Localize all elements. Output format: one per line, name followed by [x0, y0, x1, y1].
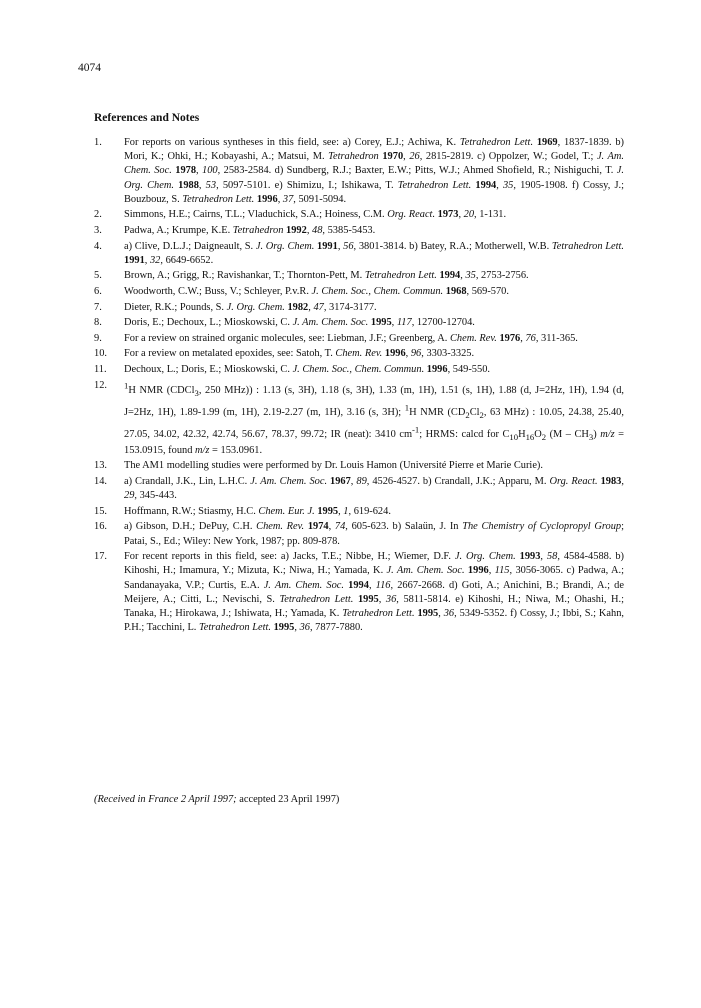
reference-item: [94, 208, 624, 222]
reference-text: For reports on various syntheses in this field, see: a) Corey, E.J.; Achiwa, K. Tetrahedron Lett. 1969, 1837-1839. b) Mori, K.; Ohki, H.; Kobayashi, A.; Matsui, M. Tetrahedron 1970, 26, 2815-2819. c) Oppolzer, W.; Godel, T.; J. Am. Chem. Soc. 1978, 100, 2583-2584. d) Sundberg, R.J.; Baxter, E.W.; Pitts, W.J.; Ahmed Shofield, R.; Nishiguchi, T. J. Org. Chem. 1988, 53, 5097-5101. e) Shimizu, I.; Ishikawa, T. Tetrahedron Lett. 1994, 35, 1905-1908. f) Cossy, J.; Bouzbouz, S. Tetrahedron Lett. 1996, 37, 5091-5094.: [124, 137, 624, 205]
reference-number: 12.: [94, 379, 107, 391]
reference-text: Brown, A.; Grigg, R.; Ravishankar, T.; Thornton-Pett, M. Tetrahedron Lett. 1994, 35, 2753-2756.: [124, 270, 529, 282]
reference-number: 1.: [94, 137, 102, 148]
reference-text: a) Crandall, J.K., Lin, L.H.C. J. Am. Chem. Soc. 1967, 89, 4526-4527. b) Crandall, J.K.; Apparu, M. Org. React. 1983, 29, 345-443.: [124, 475, 624, 502]
reference-number: 8.: [94, 317, 102, 329]
reference-text: For a review on metalated epoxides, see: Satoh, T. Chem. Rev. 1996, 96, 3303-3325.: [124, 348, 475, 360]
received-date: (Received in France 2 April 1997;: [94, 794, 237, 805]
reference-text: a) Gibson, D.H.; DePuy, C.H. Chem. Rev. 1974, 74, 605-623. b) Salaün, J. In The Chemistry of Cyclopropyl Group; Patai, S., Ed.; Wiley: New York, 1987; pp. 809-878.: [124, 521, 625, 547]
reference-number: 3.: [94, 225, 102, 236]
reference-item: [94, 363, 624, 377]
reference-number: 13.: [94, 460, 107, 472]
reference-item: [94, 240, 624, 268]
reference-number: 16.: [94, 521, 107, 533]
reference-item: [94, 285, 624, 299]
reference-text: For recent reports in this field, see: a) Jacks, T.E.; Nibbe, H.; Wiemer, D.F. J. Org. Chem. 1993, 58, 4584-4588. b) Kihoshi, H.; Imamura, Y.; Mizuta, K.; Niwa, H.; Yamada, K. J. Am. Chem. Soc. 1996, 115, 3056-3065. c) Padwa, A.; Sandanayaka, V.P.; Curtis, E.A. J. Am. Chem. Soc. 1994, 116, 2667-2668. d) Goti, A.; Anichini, B.; Brandi, A.; de Meijere, A.; Citti, L.; Nevischi, S. Tetrahedron Lett. 1995, 36, 5811-5814. e) Kihoshi, H.; Niwa, M.; Ohashi, H.; Tanaka, H.; Hirokawa, J.; Ishiwata, H.; Yamada, K. Tetrahedron Lett. 1995, 36, 5349-5352. f) Cossy, J.; Ibbi, S.; Kahn, P.H.; Tacchini, L. Tetrahedron Lett. 1995, 36, 7877-7880.: [124, 551, 624, 634]
reference-item: [94, 136, 624, 207]
reference-number: 17.: [94, 551, 107, 563]
reference-number: 5.: [94, 270, 102, 282]
section-heading: References and Notes: [94, 112, 200, 124]
page-number: 4074: [78, 62, 101, 74]
reference-text: $^1$H NMR (CDCl$_3$, 250 MHz)) : 1.13 (s, 3H), 1.18 (s, 3H), 1.33 (m, 1H), 1.51 (s, 1H), 1.88 (d, J=2Hz, 1H), 1.94 (d, J=2Hz, 1H), 1.89-1.99 (m, 1H), 2.19-2.27 (m, 1H), 3.16 (s, 3H); $^1$H NMR ($CD_2Cl_2$, 63 MHz) : 10.05, 24.38, 25.40, 27.05, 34.02, 42.32, 42.74, 56.67, 78.37, 99.72; IR (neat): 3410 $cm^{-1}$; HRMS: calcd for $C_{10}H_{16}O_2$ $(M - CH_3)$ m/z = 153.0915, found m/z = 153.0961.: [124, 380, 624, 456]
reference-text: Dechoux, L.; Doris, E.; Mioskowski, C. J. Chem. Soc., Chem. Commun. 1996, 549-550.: [124, 363, 490, 375]
reference-text: Doris, E.; Dechoux, L.; Mioskowski, C. J. Am. Chem. Soc. 1995, 117, 12700-12704.: [124, 317, 475, 329]
reference-number: 10.: [94, 348, 107, 360]
reference-number: 7.: [94, 301, 102, 313]
reference-text: Woodworth, C.W.; Buss, V.; Schleyer, P.v.R. J. Chem. Soc., Chem. Commun. 1968, 569-570.: [124, 285, 509, 297]
reference-item: [94, 475, 624, 503]
reference-number: 4.: [94, 240, 102, 252]
reference-number: 9.: [94, 332, 102, 344]
reference-number: 2.: [94, 209, 102, 221]
reference-text: Hoffmann, R.W.; Stiasmy, H.C. Chem. Eur. J. 1995, 1, 619-624.: [124, 505, 391, 517]
reference-number: 14.: [94, 475, 107, 487]
reference-text: Padwa, A.; Krumpe, K.E. Tetrahedron 1992, 48, 5385-5453.: [124, 225, 376, 236]
received-note: [94, 794, 339, 805]
reference-text: For a review on strained organic molecules, see: Liebman, J.F.; Greenberg, A. Chem. Rev. 1976, 76, 311-365.: [124, 332, 578, 344]
reference-text: Dieter, R.K.; Pounds, S. J. Org. Chem. 1982, 47, 3174-3177.: [124, 301, 377, 313]
accepted-date: accepted 23 April 1997): [236, 794, 340, 805]
reference-item: [94, 520, 624, 548]
reference-item: [94, 316, 624, 330]
reference-item: [94, 379, 624, 458]
reference-item: [94, 505, 624, 519]
reference-number: 11.: [94, 363, 107, 375]
reference-item: [94, 269, 624, 283]
reference-item: [94, 301, 624, 315]
reference-list: [94, 136, 624, 637]
reference-item: [94, 332, 624, 346]
reference-item: [94, 550, 624, 635]
reference-text: a) Clive, D.L.J.; Daigneault, S. J. Org. Chem. 1991, 56, 3801-3814. b) Batey, R.A.; Motherwell, W.B. Tetrahedron Lett. 1991, 32, 6649-6652.: [124, 240, 624, 266]
reference-number: 6.: [94, 285, 102, 297]
reference-item: [94, 459, 624, 473]
reference-number: 15.: [94, 505, 107, 517]
reference-text: The AM1 modelling studies were performed by Dr. Louis Hamon (Université Pierre et Marie Curie).: [124, 460, 543, 472]
reference-item: [94, 224, 624, 238]
reference-item: [94, 347, 624, 361]
reference-text: Simmons, H.E.; Cairns, T.L.; Vladuchick, S.A.; Hoiness, C.M. Org. React. 1973, 20, 1-131.: [124, 209, 507, 221]
